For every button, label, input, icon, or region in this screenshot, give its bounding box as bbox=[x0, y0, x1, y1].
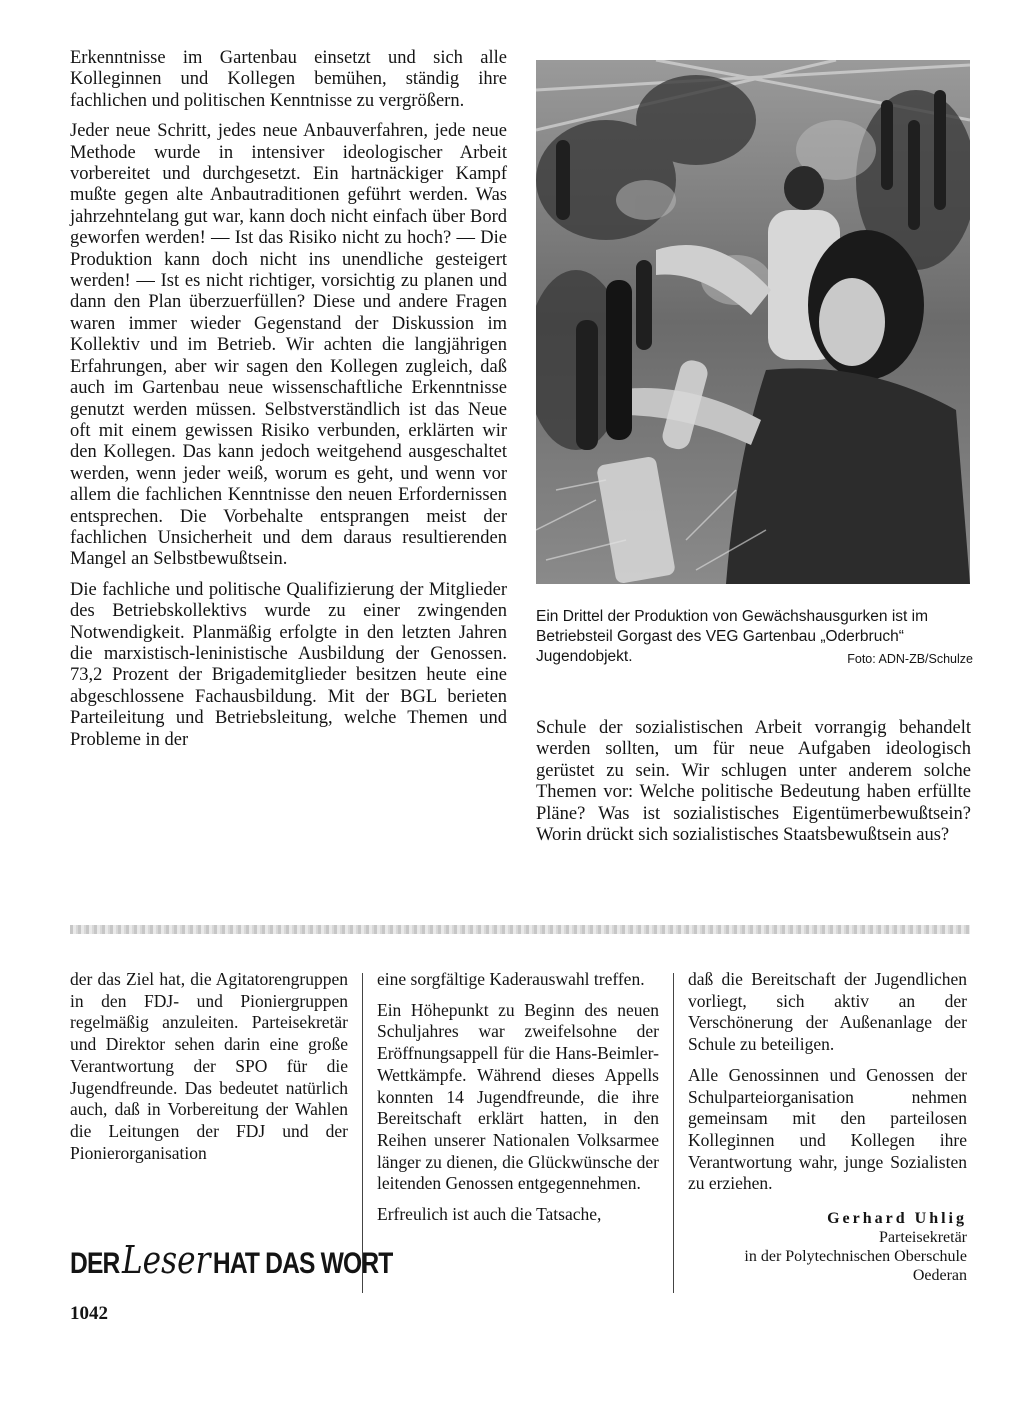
paragraph: der das Ziel hat, die Agitatorengruppen in den FDJ- und Pioniergruppen regelmäßig anzuleiten. Parteisekretär und Direktor sehen darin eine große Verantwortung der SPO für die Jugendfreunde. Das bedeutet natürlich auch, daß in Vorbereitung der Wahlen die Leitungen der FDJ und der Pionierorganisation bbox=[70, 969, 348, 1163]
paragraph: daß die Bereitschaft der Jugendlichen vorliegt, sich aktiv an der Verschönerung der Außenanlage der Schule zu beteiligen. bbox=[688, 969, 967, 1055]
article-left-column bbox=[70, 48, 507, 760]
paragraph: Erkenntnisse im Gartenbau einsetzt und sich alle Kolleginnen und Kollegen bemühen, ständig ihre fachlichen und politischen Kenntnisse zu vergrößern. bbox=[70, 48, 507, 111]
paragraph: Ein Höhepunkt zu Beginn des neuen Schuljahres war zweifelsohne der Eröffnungsappell für die Hans-Beimler-Wettkämpfe. Während dieses Appells konnten 14 Jugendfreunde, die ihre Bereitschaft erklärt hatten, in den Reihen unserer Nationalen Volksarmee länger zu dienen, die Glückwünsche der leitenden Genossen entgegennehmen. bbox=[377, 999, 659, 1194]
paragraph: Die fachliche und politische Qualifizierung der Mitglieder des Betriebskollektivs wurde zu einer zwingenden Notwendigkeit. Planmäßig erfolgte in den letzten Jahren die marxistisch-leninistische Ausbildung der Genossen. 73,2 Prozent der Brigademitglieder besitzen heute eine abgeschlossene Fachausbildung. Mit der BGL berieten Parteileitung und Betriebsleitung, welche Themen und Probleme in der bbox=[70, 579, 507, 750]
letter-column-1 bbox=[70, 969, 348, 1173]
letter-column-2 bbox=[377, 969, 659, 1235]
photo-credit: Foto: ADN-ZB/Schulze bbox=[847, 652, 973, 666]
author-name: Gerhard Uhlig bbox=[827, 1210, 967, 1228]
header-part2: HAT DAS WORT bbox=[212, 1247, 393, 1280]
header-part1: DER bbox=[70, 1247, 120, 1280]
section-divider bbox=[70, 925, 970, 934]
letter-column-3 bbox=[688, 969, 967, 1285]
author-organization: in der Polytechnischen Oberschule bbox=[744, 1248, 967, 1266]
column-rule bbox=[673, 973, 674, 1293]
greenhouse-photo-drawing bbox=[536, 60, 970, 584]
caption-text: Ein Drittel der Produktion von Gewächshausgurken ist im Betriebsteil Gorgast des VEG Gartenbau „Oderbruch“ Jugendobjekt. bbox=[536, 608, 928, 665]
header-script: Leser bbox=[121, 1238, 211, 1282]
column-rule bbox=[362, 973, 363, 1293]
author-place: Oederan bbox=[912, 1267, 967, 1285]
author-role: Parteisekretär bbox=[879, 1229, 967, 1247]
paragraph: Jeder neue Schritt, jedes neue Anbauverfahren, jede neue Methode wurde in intensiver ideologischer Arbeit vorbereitet und durchgesetzt. Ein hartnäckiger Kampf mußte gegen alte Anbautraditionen geführt werden. Was jahrzehntelang gut war, kann doch nicht einfach über Bord geworfen werden! — Ist das Risiko nicht zu hoch? — Die Produktion kann doch nicht ins unendliche gesteigert werden! — Ist es nicht richtiger, vorsichtig zu planen und dann den Plan überzuerfüllen? Diese und andere Fragen waren immer wieder Gegenstand der Diskussion im Kollektiv und im Betrieb. Wir achten die langjährigen Erfahrungen, aber wir sagen den Kollegen zugleich, daß auch im Gartenbau neue wissenschaftliche Erkenntnisse genutzt werden müssen. Selbstverständlich ist das Neue oft mit einem gewissen Risiko verbunden, erklärten wir den Kollegen. Das kann jedoch weitgehend ausgeschaltet werden, wenn jeder weiß, worum es geht, und wenn vor allem die fachlichen Kenntnisse den neuen Erfordernissen entsprechen. Die Vorbehalte entsprangen meist der fachlichen Unsicherheit und dem daraus resultierenden Mangel an Selbstbewußtsein. bbox=[70, 121, 507, 570]
greenhouse-photo bbox=[536, 60, 970, 584]
signature-block bbox=[688, 1209, 967, 1285]
photo-caption bbox=[536, 607, 973, 669]
paragraph: Schule der sozialistischen Arbeit vorrangig behandelt werden sollten, um für neue Aufgaben ideologisch gerüstet zu sein. Wir schlugen unter anderem solche Themen vor: Welche politische Bedeutung haben erfüllte Pläne? Was ist sozialistisches Eigentümerbewußtsein? Worin drückt sich sozialistisches Staatsbewußtsein aus? bbox=[536, 718, 971, 846]
paragraph: Alle Genossinnen und Genossen der Schulparteiorganisation nehmen gemeinsam mit den parteilosen Kolleginnen und Kollegen ihre Verantwortung wahr, junge Sozialisten zu erziehen. bbox=[688, 1064, 967, 1194]
paragraph: eine sorgfältige Kaderauswahl treffen. bbox=[377, 969, 645, 989]
paragraph: Erfreulich ist auch die Tatsache, bbox=[377, 1204, 602, 1225]
section-header-der-leser-hat-das-wort bbox=[70, 1236, 393, 1284]
page-number: 1042 bbox=[70, 1303, 108, 1324]
article-right-column bbox=[536, 718, 971, 855]
